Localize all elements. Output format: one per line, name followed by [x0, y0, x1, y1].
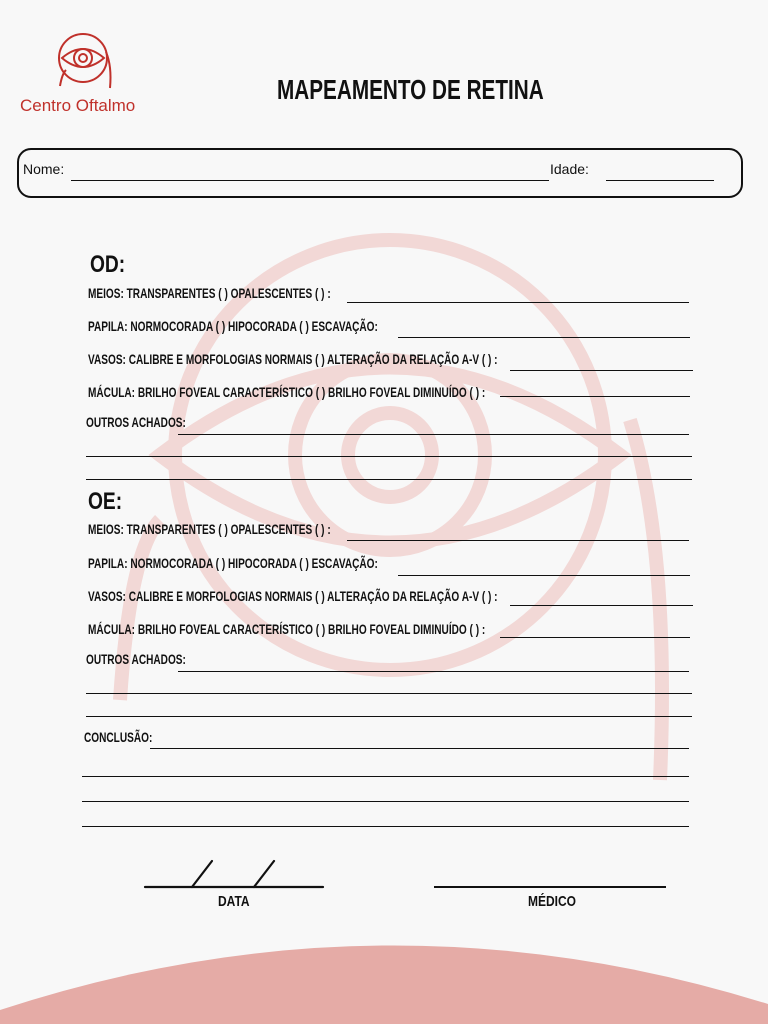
od-macula-field[interactable] — [500, 396, 690, 397]
oe-outros-field[interactable] — [178, 671, 689, 672]
patient-box — [17, 148, 743, 198]
od-vasos-label: VASOS: CALIBRE E MORFOLOGIAS NORMAIS ( ) ALTERAÇÃO DA RELAÇÃO A-V ( ) : — [88, 351, 498, 367]
oe-outros-line-3[interactable] — [86, 716, 692, 717]
od-outros-line-3[interactable] — [86, 479, 692, 480]
age-label: Idade: — [550, 161, 589, 177]
oe-outros-label: OUTROS ACHADOS: — [86, 651, 186, 667]
od-outros-label: OUTROS ACHADOS: — [86, 414, 186, 430]
oe-outros-line-2[interactable] — [86, 693, 692, 694]
conclusao-line-4[interactable] — [82, 826, 689, 827]
od-meios-field[interactable] — [347, 302, 689, 303]
conclusao-line-3[interactable] — [82, 801, 689, 802]
footer-wave — [0, 944, 768, 1024]
conclusao-line-2[interactable] — [82, 776, 689, 777]
eye-icon — [52, 30, 116, 94]
od-papila-field[interactable] — [398, 337, 690, 338]
name-field[interactable] — [71, 180, 549, 181]
od-meios-label: MEIOS: TRANSPARENTES ( ) OPALESCENTES ( ) : — [88, 285, 331, 301]
oe-meios-field[interactable] — [347, 540, 689, 541]
oe-macula-label: MÁCULA: BRILHO FOVEAL CARACTERÍSTICO ( ) BRILHO FOVEAL DIMINUÍDO ( ) : — [88, 621, 486, 637]
od-macula-label: MÁCULA: BRILHO FOVEAL CARACTERÍSTICO ( ) BRILHO FOVEAL DIMINUÍDO ( ) : — [88, 384, 486, 400]
oe-heading: OE: — [88, 488, 123, 515]
od-papila-label: PAPILA: NORMOCORADA ( ) HIPOCORADA ( ) ESCAVAÇÃO: — [88, 318, 378, 334]
date-field[interactable] — [140, 855, 330, 895]
conclusao-field[interactable] — [150, 748, 689, 749]
age-field[interactable] — [606, 180, 714, 181]
brand-name: Centro Oftalmo — [20, 96, 136, 115]
oe-papila-label: PAPILA: NORMOCORADA ( ) HIPOCORADA ( ) ESCAVAÇÃO: — [88, 555, 378, 571]
oe-papila-field[interactable] — [398, 575, 690, 576]
od-heading: OD: — [90, 251, 126, 278]
oe-meios-label: MEIOS: TRANSPARENTES ( ) OPALESCENTES ( ) : — [88, 521, 331, 537]
conclusao-label: CONCLUSÃO: — [84, 729, 153, 745]
oe-macula-field[interactable] — [500, 637, 690, 638]
doctor-signature-field[interactable] — [434, 886, 666, 888]
od-vasos-field[interactable] — [510, 370, 693, 371]
page-title: MAPEAMENTO DE RETINA — [277, 74, 544, 105]
od-outros-line-2[interactable] — [86, 456, 692, 457]
date-label: DATA — [218, 893, 250, 910]
od-outros-field[interactable] — [178, 434, 689, 435]
oe-vasos-field[interactable] — [510, 605, 693, 606]
doctor-label: MÉDICO — [528, 893, 576, 910]
oe-vasos-label: VASOS: CALIBRE E MORFOLOGIAS NORMAIS ( ) ALTERAÇÃO DA RELAÇÃO A-V ( ) : — [88, 588, 498, 604]
watermark-eye-logo — [100, 220, 700, 820]
name-label: Nome: — [23, 161, 65, 177]
